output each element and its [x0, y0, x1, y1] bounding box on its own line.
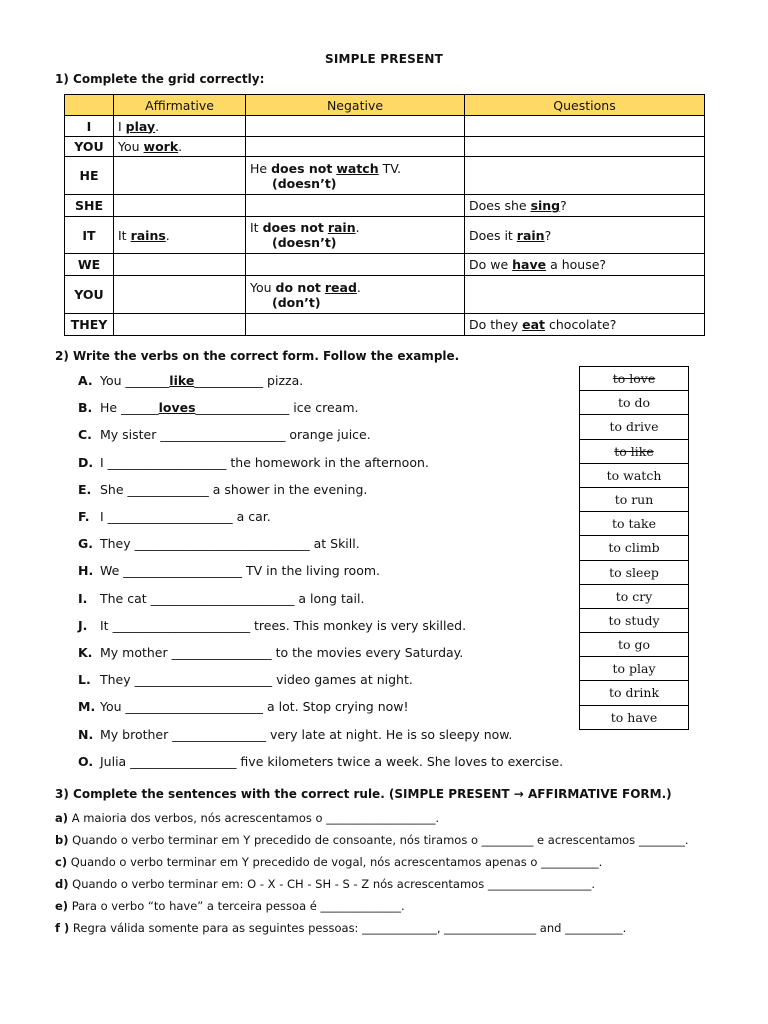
negative-cell [246, 276, 465, 314]
pronoun-cell: I [65, 116, 114, 137]
pronoun-cell: HE [65, 157, 114, 195]
exercise-pre: You [100, 699, 126, 715]
question-verb: have [512, 257, 547, 272]
verb-box-item: to take [579, 511, 689, 535]
verb-box-item: to do [579, 390, 689, 414]
exercise-pre: I [100, 454, 108, 470]
grid-body [65, 116, 705, 336]
negative-cell [246, 137, 465, 157]
affirmative-post: . [178, 139, 183, 154]
verb-box-item: to watch [579, 463, 689, 487]
exercise-post: a lot. Stop crying now! [263, 699, 409, 715]
exercise-post: trees. This monkey is very skilled. [250, 617, 467, 633]
exercise-post: a long tail. [294, 590, 365, 606]
negative-pre: You [250, 279, 276, 295]
exercise-item [78, 591, 364, 606]
question-cell [465, 137, 705, 157]
grid-row [65, 195, 705, 217]
exercise-letter: I. [78, 590, 88, 606]
exercise-item [78, 727, 512, 742]
affirmative-cell [114, 157, 246, 195]
pronoun-cell: WE [65, 254, 114, 276]
negative-short: (don’t) [272, 294, 321, 310]
question-pre: Does it [469, 227, 517, 243]
grid-row [65, 276, 705, 314]
exercise-blank: _______ [125, 373, 170, 388]
section3-heading-post: AFFIRMATIVE FORM.) [523, 787, 672, 801]
exercise-post: orange juice. [285, 427, 371, 443]
exercise-item [78, 373, 303, 388]
rule-letter: f ) [55, 921, 70, 935]
exercise-pre: My brother [100, 726, 173, 742]
exercise-letter: L. [78, 672, 91, 688]
pronoun-cell: YOU [65, 276, 114, 314]
rule-letter: e) [55, 899, 69, 913]
grid-row [65, 217, 705, 254]
negative-cell [246, 157, 465, 195]
exercise-pre: I [100, 509, 108, 524]
affirmative-cell [114, 314, 246, 336]
rule-text: Quando o verbo terminar em: O - X - CH - SH - S - Z nós acrescentamos __________________. [72, 877, 596, 891]
exercise-pre: We [100, 563, 124, 579]
question-cell [465, 116, 705, 137]
exercise-post: a shower in the evening. [208, 481, 368, 497]
rule-text: A maioria dos verbos, nós acrescentamos o ___________________. [71, 811, 440, 825]
exercise-post: five kilometers twice a week. She loves to exercise. [236, 753, 564, 769]
verb-box-item: to love [579, 366, 689, 390]
negative-aux: does not [262, 220, 324, 235]
grid-header-row [65, 95, 705, 116]
rule-item [55, 811, 439, 825]
verb-box-item: to like [579, 439, 689, 463]
rule-text: Quando o verbo terminar em Y precedido de vogal, nós acrescentamos apenas o __________. [70, 855, 603, 869]
question-cell [465, 217, 705, 254]
exercise-letter: C. [78, 427, 92, 443]
pronoun-cell: THEY [65, 314, 114, 336]
affirmative-verb: work [143, 139, 179, 154]
rule-letter: b) [55, 833, 69, 847]
affirmative-verb: play [125, 118, 156, 134]
exercise-post: to the movies every Saturday. [271, 645, 464, 660]
grid-row [65, 116, 705, 137]
exercise-post: ice cream. [289, 400, 359, 416]
question-cell [465, 157, 705, 195]
exercise-letter: N. [78, 726, 94, 742]
exercise-blank: ___________________ [107, 454, 227, 470]
grid-header-questions: Questions [465, 95, 705, 116]
grid-row [65, 254, 705, 276]
affirmative-cell [114, 137, 246, 157]
exercise-letter: K. [78, 645, 93, 660]
affirmative-pre: It [118, 227, 131, 243]
grid-header-empty [65, 95, 114, 116]
exercise-letter: A. [78, 373, 93, 388]
negative-verb: read [324, 279, 357, 295]
exercise-answer: loves [158, 400, 196, 416]
verb-box-item: to cry [579, 584, 689, 608]
exercise-item [78, 699, 409, 714]
negative-cell [246, 254, 465, 276]
negative-post: . [355, 220, 360, 235]
rule-item [55, 833, 688, 847]
negative-cell [246, 116, 465, 137]
exercise-letter: M. [78, 699, 96, 715]
affirmative-cell [114, 276, 246, 314]
exercise-answer: like [169, 373, 195, 388]
negative-cell [246, 217, 465, 254]
rule-item [55, 855, 602, 869]
exercise-post: video games at night. [272, 672, 413, 688]
verb-box-item: to run [579, 487, 689, 511]
exercise-pre: My sister [100, 427, 161, 443]
question-cell [465, 195, 705, 217]
exercise-item [78, 672, 413, 687]
rule-item [55, 921, 626, 935]
negative-short: (doesn’t) [272, 235, 337, 250]
negative-pre: He [250, 160, 272, 176]
exercise-blank: _______________ [172, 726, 266, 742]
exercise-pre: He [100, 400, 122, 416]
question-cell [465, 254, 705, 276]
grid-row [65, 137, 705, 157]
exercise-blank: _________________ [130, 753, 237, 769]
rule-letter: c) [55, 855, 68, 869]
grid-header-affirmative: Affirmative [114, 95, 246, 116]
exercise-blank: _______________ [195, 400, 290, 416]
verb-box-item: to have [579, 705, 689, 730]
rule-item [55, 877, 595, 891]
exercise-blank: ______________________ [112, 617, 251, 633]
section2-heading: 2) Write the verbs on the correct form. Follow the example. [55, 349, 460, 363]
exercise-letter: O. [78, 753, 94, 769]
verb-box [579, 366, 689, 730]
exercise-letter: E. [78, 481, 92, 497]
affirmative-post: . [155, 118, 160, 134]
affirmative-cell [114, 116, 246, 137]
question-pre: Does she [469, 198, 531, 213]
grid-row [65, 157, 705, 195]
exercise-item [78, 509, 271, 524]
affirmative-cell [114, 254, 246, 276]
exercise-post: at Skill. [309, 536, 360, 552]
negative-aux: does not [271, 160, 333, 176]
exercise-pre: She [100, 481, 128, 497]
question-post: a house? [546, 257, 607, 272]
question-verb: sing [530, 198, 561, 213]
negative-post: TV. [378, 160, 402, 176]
verb-box-item: to go [579, 632, 689, 656]
exercise-blank: ____________________________ [134, 536, 310, 552]
exercise-letter: F. [78, 509, 90, 524]
exercise-post: pizza. [263, 373, 304, 388]
negative-aux: do not [275, 279, 321, 295]
exercise-blank: ___________ [194, 373, 264, 388]
negative-short: (doesn’t) [272, 175, 337, 191]
rule-text: Quando o verbo terminar em Y precedido de consoante, nós tiramos o _________ e acrescentamos ________. [72, 833, 689, 847]
verb-box-item: to climb [579, 535, 689, 559]
question-post: chocolate? [545, 317, 617, 332]
exercise-item [78, 618, 466, 633]
pronoun-cell: IT [65, 217, 114, 254]
arrow-icon: → [513, 787, 524, 801]
question-cell [465, 314, 705, 336]
exercise-item [78, 563, 380, 578]
exercise-post: very late at night. He is so sleepy now. [265, 726, 513, 742]
negative-cell [246, 195, 465, 217]
exercise-item [78, 482, 367, 497]
exercise-letter: B. [78, 400, 93, 416]
exercise-blank: ______________________ [125, 699, 264, 715]
exercise-pre: Julia [100, 753, 131, 769]
affirmative-cell [114, 217, 246, 254]
verb-box-item: to sleep [579, 560, 689, 584]
negative-post: . [356, 279, 361, 295]
affirmative-pre: I [118, 118, 126, 134]
exercise-post: a car. [232, 509, 271, 524]
verb-box-item: to drink [579, 680, 689, 704]
page-title: SIMPLE PRESENT [325, 52, 443, 66]
verb-box-item: to play [579, 656, 689, 680]
exercise-post: TV in the living room. [242, 563, 380, 579]
rule-letter: d) [55, 877, 69, 891]
section3-heading [55, 787, 672, 801]
negative-verb: rain [327, 220, 356, 235]
section3-heading-pre: 3) Complete the sentences with the correct rule. (SIMPLE PRESENT [55, 787, 514, 801]
pronoun-cell: YOU [65, 137, 114, 157]
exercise-item [78, 400, 359, 415]
exercise-letter: D. [78, 454, 94, 470]
exercise-blank: ___________________ [123, 563, 243, 579]
question-verb: eat [522, 317, 546, 332]
affirmative-post: . [165, 227, 170, 243]
affirmative-pre: You [118, 139, 144, 154]
question-verb: rain [516, 227, 545, 243]
rule-text: Regra válida somente para as seguintes pessoas: _____________, ________________ and __________. [72, 921, 627, 935]
exercise-pre: The cat [100, 590, 151, 606]
exercise-pre: My mother [100, 645, 172, 660]
exercise-blank: ______ [121, 400, 159, 416]
exercise-item [78, 455, 429, 470]
exercise-blank: ______________________ [134, 672, 273, 688]
rule-text: Para o verbo “to have” a terceira pessoa é ______________. [71, 899, 405, 913]
exercise-pre: They [100, 536, 135, 552]
exercise-blank: ____________________ [160, 427, 286, 443]
negative-pre: It [250, 220, 263, 235]
negative-verb: watch [336, 160, 379, 176]
question-cell [465, 276, 705, 314]
question-post: ? [544, 227, 552, 243]
exercise-item [78, 645, 463, 660]
exercise-letter: H. [78, 563, 94, 579]
exercise-item [78, 427, 371, 442]
exercise-letter: G. [78, 536, 94, 552]
question-pre: Do they [469, 317, 523, 332]
rule-item [55, 899, 405, 913]
exercise-pre: You [100, 373, 126, 388]
exercise-blank: ________________ [171, 645, 272, 660]
exercise-blank: _______________________ [150, 590, 295, 606]
exercise-post: the homework in the afternoon. [226, 454, 429, 470]
grid-row [65, 314, 705, 336]
exercise-letter: J. [78, 617, 88, 633]
affirmative-verb: rains [130, 227, 166, 243]
question-pre: Do we [469, 257, 513, 272]
negative-cell [246, 314, 465, 336]
rule-letter: a) [55, 811, 69, 825]
pronoun-cell: SHE [65, 195, 114, 217]
exercise-item [78, 754, 563, 769]
exercise-blank: ____________________ [107, 509, 233, 524]
verb-box-item: to study [579, 608, 689, 632]
grid-header-negative: Negative [246, 95, 465, 116]
verb-box-item: to drive [579, 414, 689, 438]
exercise-item [78, 536, 360, 551]
affirmative-cell [114, 195, 246, 217]
exercise-blank: _____________ [127, 481, 209, 497]
question-post: ? [560, 198, 567, 213]
exercise-pre: They [100, 672, 135, 688]
grid-table [64, 94, 705, 336]
section1-heading: 1) Complete the grid correctly: [55, 72, 265, 86]
exercise-pre: It [100, 617, 113, 633]
